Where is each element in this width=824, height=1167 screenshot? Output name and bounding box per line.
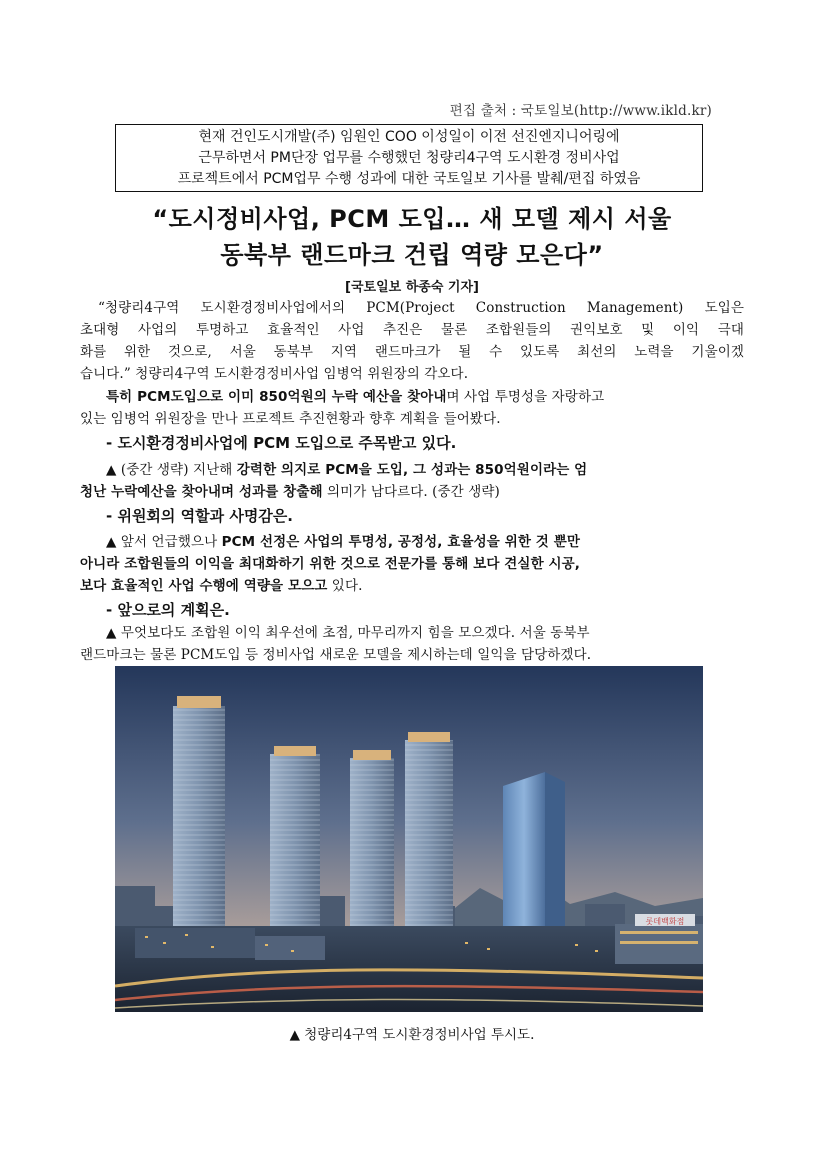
body-line [106,459,744,481]
body-line: 있는 임병억 위원장을 만나 프로젝트 추진현황과 향후 계획을 들어봤다. [80,411,501,427]
editor-notice-box [115,124,703,192]
headline-line: 동북부 랜드마크 건립 역량 모은다” [220,241,604,269]
body-line: 초대형 사업의 투명하고 효율적인 사업 추진은 물론 조합원들의 권익보호 및 이익 극대 [80,322,744,338]
body-line: 습니다.” 청량리4구역 도시환경정비사업 임병억 위원장의 각오다. [80,366,469,382]
interview-question: - 도시환경정비사업에 PCM 도입으로 주목받고 있다. [106,434,457,452]
text-run: 의미가 남다르다. (중간 생략) [322,484,500,500]
body-line: “청량리4구역 도시환경정비사업에서의 PCM(Project Construction Management) 도입은 [98,300,744,316]
source-line: 편집 출처 : 국토일보(http://www.ikld.kr) [449,103,712,119]
article-headline [80,201,744,273]
headline-line: “도시정비사업, PCM 도입… 새 모델 제시 서울 [152,205,672,233]
notice-line: 근무하면서 PM단장 업무를 수행했던 청량리4구역 도시환경 정비사업 [198,150,620,166]
notice-line: 현재 건인도시개발(주) 임원인 COO 이성일이 이전 선진엔지니어링에 [198,129,620,145]
text-run: 있다. [327,578,363,594]
bold-phrase: 보다 효율적인 사업 수행에 역량을 모으고 [80,578,328,594]
body-line [106,386,744,408]
text-run: ▲ (중간 생략) 지난해 [106,462,237,478]
photo-caption: ▲ 청량리4구역 도시환경정비사업 투시도. [289,1027,535,1043]
bold-phrase: 강력한 의지로 PCM을 도입, 그 성과는 850억원이라는 엄 [236,462,588,478]
body-line [80,575,744,597]
project-rendering-photo [115,666,703,1012]
rendering-illustration [115,666,703,1012]
body-line: 랜드마크는 물론 PCM도입 등 정비사업 새로운 모델을 제시하는데 일익을 담당하겠다. [80,647,592,663]
bold-phrase: 아니라 조합원들의 이익을 최대화하기 위한 것으로 전문가를 통해 보다 견실한 시공, [80,556,581,572]
bold-phrase: 특히 PCM도입으로 이미 850억원의 누락 예산을 찾아내 [106,389,447,405]
bold-phrase: 청난 누락예산을 찾아내며 성과를 창출해 [80,484,323,500]
interview-question: - 위원회의 역할과 사명감은. [106,507,293,525]
notice-line: 프로젝트에서 PCM업무 수행 성과에 대한 국토일보 기사를 발췌/편집 하였음 [177,171,641,187]
body-line [106,531,744,553]
interview-question: - 앞으로의 계획은. [106,601,230,619]
body-line [80,481,744,503]
reporter-byline: [국토일보 하종숙 기자] [345,280,479,295]
text-run: 며 사업 투명성을 자랑하고 [446,389,605,405]
body-line [80,553,744,575]
text-run: ▲ 앞서 언급했으나 [106,534,222,550]
bold-phrase: PCM 선정은 사업의 투명성, 공정성, 효율성을 위한 것 뿐만 [221,534,581,550]
store-sign-text: 롯데백화점 [645,917,685,926]
body-line: ▲ 무엇보다도 조합원 이익 최우선에 초점, 마무리까지 힘을 모으겠다. 서울 동북부 [106,625,590,641]
body-line: 화를 위한 것으로, 서울 동북부 지역 랜드마크가 될 수 있도록 최선의 노력을 기울이겠 [80,344,744,360]
